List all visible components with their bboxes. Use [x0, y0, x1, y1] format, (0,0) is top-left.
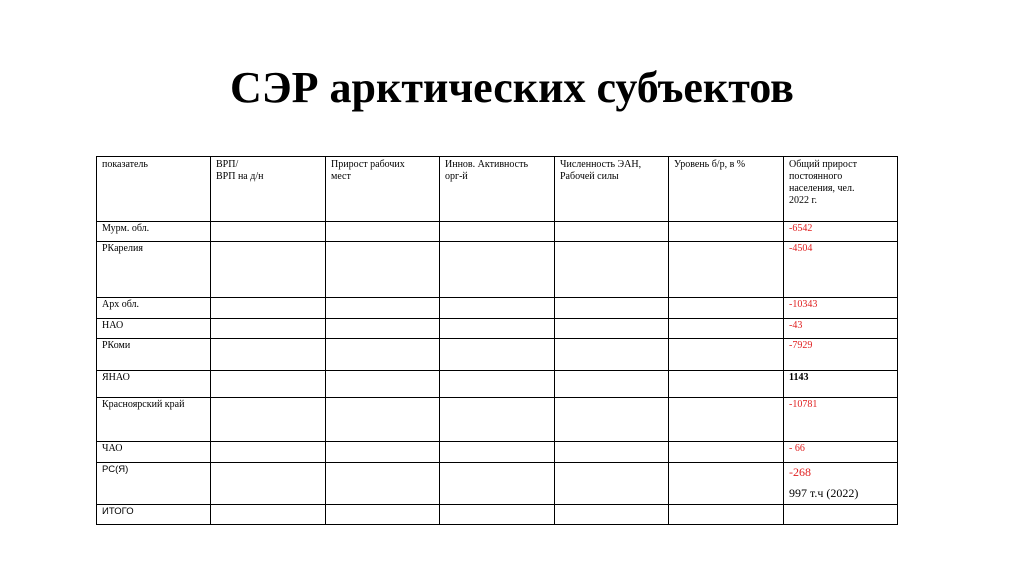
header-cell: Прирост рабочих мест [326, 157, 440, 222]
table-cell [326, 242, 440, 298]
table-cell [211, 339, 326, 371]
table-cell [669, 463, 784, 505]
page-title: СЭР арктических субъектов [230, 63, 794, 112]
population-value: -6542 [789, 223, 813, 234]
population-value: -4504 [789, 243, 813, 254]
table-row [97, 442, 898, 463]
data-table [96, 156, 898, 525]
table-cell [669, 371, 784, 398]
table-row [97, 319, 898, 339]
row-label: НАО [97, 319, 211, 339]
table-cell [211, 222, 326, 242]
table-cell [326, 398, 440, 442]
population-cell [784, 319, 898, 339]
table-cell [669, 242, 784, 298]
table-cell [440, 319, 555, 339]
table-cell [555, 463, 669, 505]
table-cell [669, 298, 784, 319]
population-cell [784, 463, 898, 505]
table-cell [211, 398, 326, 442]
table-cell [669, 505, 784, 525]
population-value: -10343 [789, 299, 818, 310]
table-cell [211, 463, 326, 505]
population-note: 997 т.ч (2022) [789, 486, 859, 500]
table-cell [326, 442, 440, 463]
table-row [97, 222, 898, 242]
table-cell [555, 242, 669, 298]
population-value: 1143 [789, 372, 809, 383]
population-value: -10781 [789, 399, 818, 410]
table-cell [211, 442, 326, 463]
population-cell [784, 339, 898, 371]
table-cell [326, 339, 440, 371]
population-value: -7929 [789, 340, 813, 351]
table-cell [326, 222, 440, 242]
row-label: Красноярский край [97, 398, 211, 442]
table-cell [326, 505, 440, 525]
table-cell [440, 339, 555, 371]
table-cell [440, 298, 555, 319]
table-cell [669, 442, 784, 463]
table-row [97, 298, 898, 319]
table-cell [440, 242, 555, 298]
table-row [97, 242, 898, 298]
table-cell [326, 463, 440, 505]
table-cell [440, 398, 555, 442]
table-cell [440, 463, 555, 505]
table-cell [555, 222, 669, 242]
table-cell [555, 442, 669, 463]
table-cell [440, 371, 555, 398]
table-cell [211, 298, 326, 319]
row-label: РКоми [97, 339, 211, 371]
table-cell [555, 298, 669, 319]
table-cell [440, 442, 555, 463]
header-cell: Численность ЭАН, Рабочей силы [555, 157, 669, 222]
table-cell [555, 371, 669, 398]
table-row [97, 505, 898, 525]
population-value: -43 [789, 320, 803, 331]
table-cell [669, 222, 784, 242]
row-label: ЯНАО [97, 371, 211, 398]
table-cell [326, 298, 440, 319]
table-cell [326, 371, 440, 398]
table-row [97, 398, 898, 442]
row-label: Арх обл. [97, 298, 211, 319]
row-label: ЧАО [97, 442, 211, 463]
table-row [97, 371, 898, 398]
population-cell [784, 242, 898, 298]
header-cell: показатель [97, 157, 211, 222]
table-cell [669, 398, 784, 442]
table-cell [211, 505, 326, 525]
table-cell [555, 398, 669, 442]
table-cell [555, 339, 669, 371]
table-cell [326, 319, 440, 339]
table-cell [211, 242, 326, 298]
header-cell: Общий прирост постоянного населения, чел. 2022 г. [784, 157, 898, 222]
table-cell [211, 371, 326, 398]
header-cell: ВРП/ ВРП на д/н [211, 157, 326, 222]
table-cell [555, 319, 669, 339]
population-cell [784, 442, 898, 463]
table-row [97, 463, 898, 505]
header-cell: Иннов. Активность орг-й [440, 157, 555, 222]
population-cell [784, 298, 898, 319]
population-cell [784, 371, 898, 398]
table-row [97, 339, 898, 371]
population-value: - 66 [789, 443, 805, 454]
table-cell [669, 339, 784, 371]
row-label: РКарелия [97, 242, 211, 298]
table-cell [440, 222, 555, 242]
population-value: -268 [789, 465, 811, 479]
row-label: ИТОГО [97, 505, 211, 525]
header-row [97, 157, 898, 222]
header-cell: Уровень б/р, в % [669, 157, 784, 222]
row-label: Мурм. обл. [97, 222, 211, 242]
population-cell [784, 398, 898, 442]
table-cell [555, 505, 669, 525]
population-cell [784, 222, 898, 242]
table-cell [211, 319, 326, 339]
population-cell [784, 505, 898, 525]
row-label: РС(Я) [97, 463, 211, 505]
table-cell [440, 505, 555, 525]
table-cell [669, 319, 784, 339]
